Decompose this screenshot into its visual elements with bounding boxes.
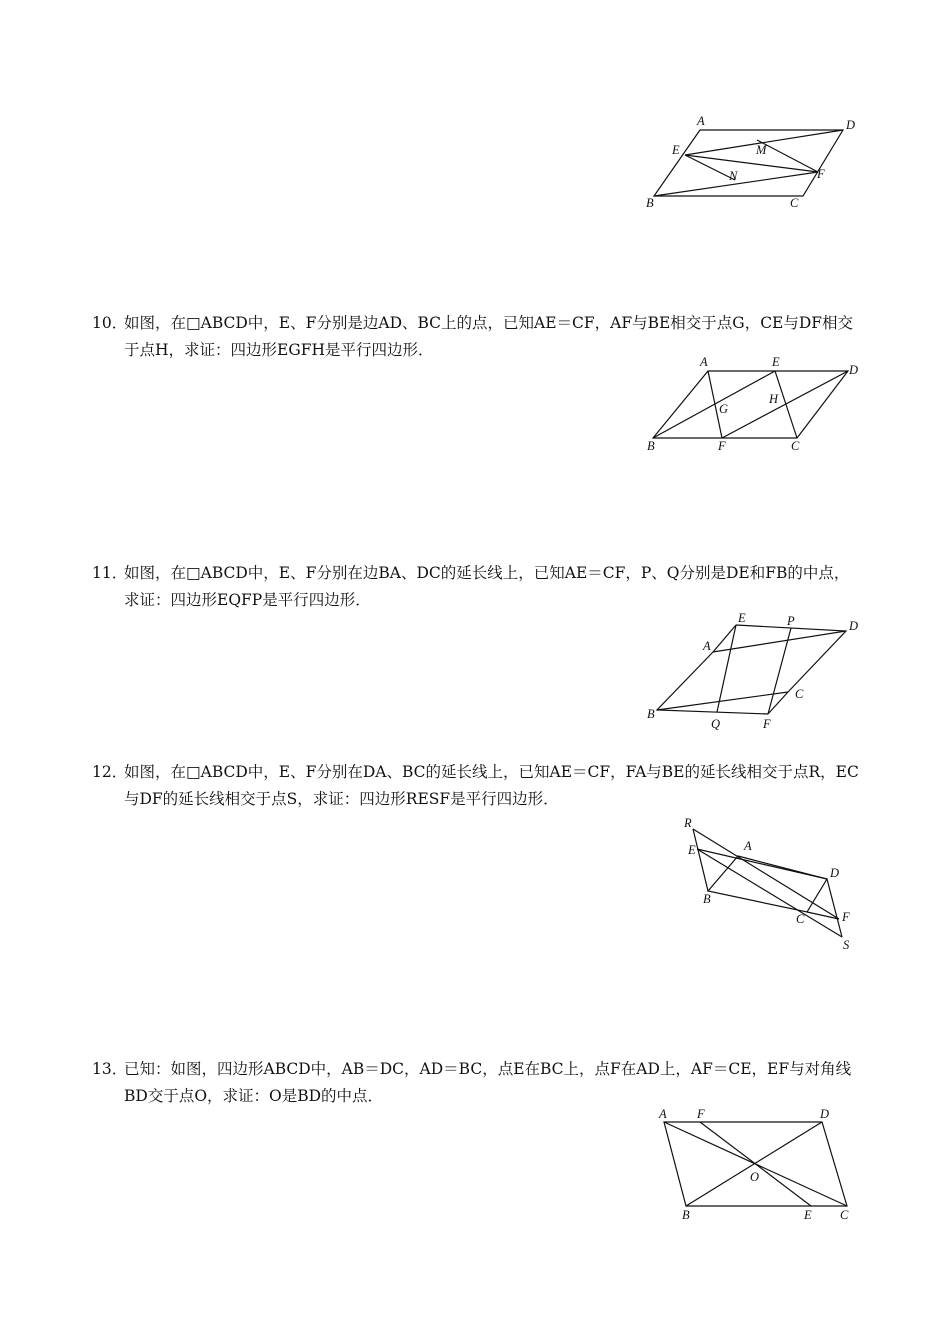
label-c: C [840,1208,849,1222]
label-g: G [719,402,729,416]
problem-number: 11． [92,564,128,582]
label-e: E [804,1208,812,1222]
problem-number: 13． [92,1060,128,1078]
label-q: Q [711,717,721,731]
label-b: B [647,707,655,721]
label-b: B [646,196,654,210]
problem-text: 如图，在□ABCD中，E、F分别是边AD、BC上的点，已知AE＝CF，AF与BE相交于点G，CE与DF相交于点H，求证：四边形EGFH是平行四边形． [124,314,854,359]
label-b: B [682,1208,690,1222]
diagonal-bd [686,1122,822,1206]
label-m: M [756,143,767,157]
label-d: D [849,619,859,633]
label-f: F [842,910,850,924]
label-b: B [647,439,655,453]
label-e: E [672,143,680,157]
segment-fe [700,1122,811,1206]
label-c: C [796,912,805,926]
label-a: A [703,639,711,653]
problem-text: 如图，在□ABCD中，E、F分别在边BA、DC的延长线上，已知AE＝CF，P、Q分别是DE和FB的中点，求证：四边形EQFP是平行四边形． [124,564,850,609]
label-c: C [795,687,804,701]
problem-text: 已知：如图，四边形ABCD中，AB＝DC，AD＝BC，点E在BC上，点F在AD上，AF＝CE，EF与对角线BD交于点O，求证：O是BD的中点． [124,1060,852,1105]
label-e: E [688,843,696,857]
label-d: D [849,363,859,377]
label-n: N [729,169,738,183]
label-o: O [750,1170,760,1184]
label-c: C [791,439,800,453]
label-p: P [787,614,795,628]
label-s: S [843,938,850,952]
label-d: D [846,118,856,132]
label-f: F [718,439,726,453]
problem-number: 12． [92,763,128,781]
label-c: C [790,196,799,210]
label-a: A [744,839,752,853]
label-f: F [763,717,771,731]
label-d: D [820,1107,830,1121]
label-a: A [700,355,708,369]
problem-number: 10． [92,314,128,332]
label-d: D [830,866,840,880]
label-a: A [697,114,705,128]
label-f: F [697,1107,705,1121]
label-e: E [772,355,780,369]
label-f: F [817,167,825,181]
label-h: H [769,392,779,406]
label-b: B [703,892,711,906]
label-r: R [684,816,692,830]
label-e: E [738,611,746,625]
label-a: A [659,1107,667,1121]
problem-text: 如图，在□ABCD中，E、F分别在DA、BC的延长线上，已知AE＝CF，FA与BE的延长线相交于点R，EC与DF的延长线相交于点S，求证：四边形RESF是平行四边形． [124,763,859,808]
